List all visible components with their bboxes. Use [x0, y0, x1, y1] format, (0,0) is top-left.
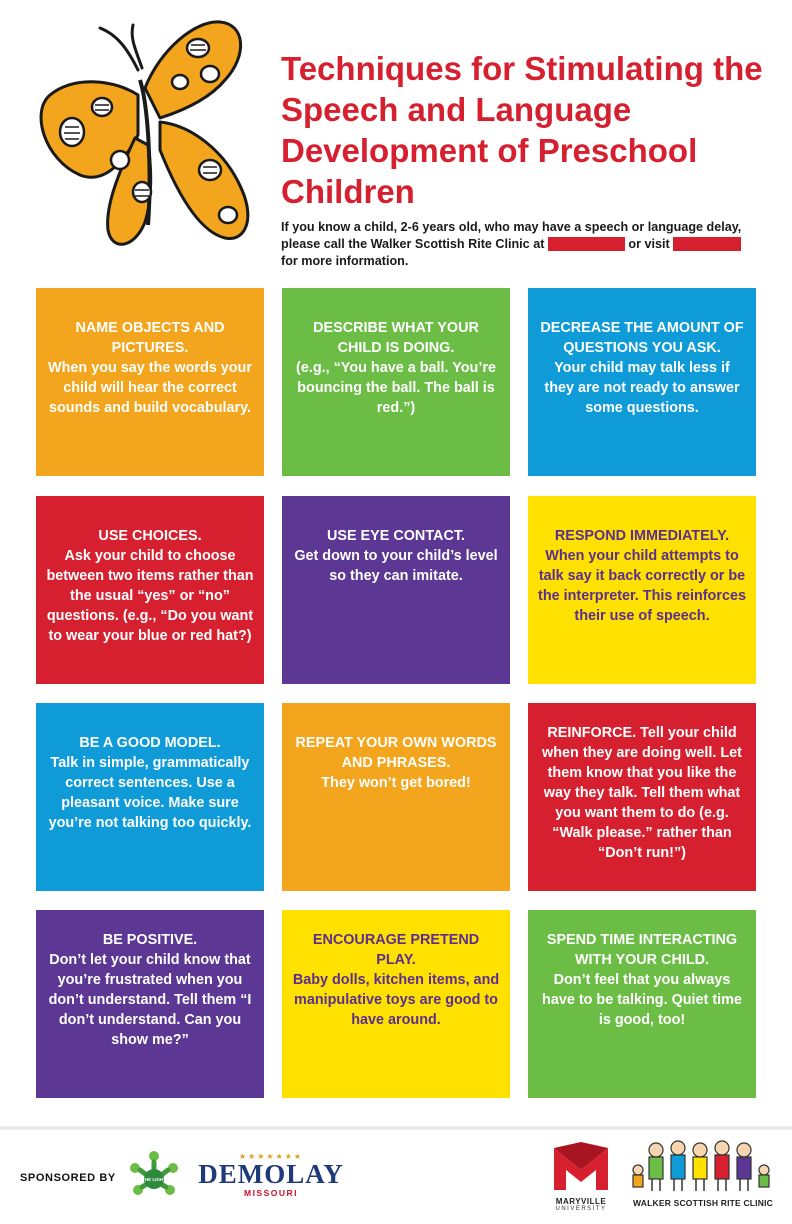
light-logo-text: THE LIGHT — [142, 1177, 166, 1182]
tile-respond-immediately — [528, 496, 756, 684]
tile-heading: BE A GOOD MODEL. — [79, 735, 221, 751]
tile-pretend-play — [282, 910, 510, 1098]
tile-heading: BE POSITIVE. — [102, 932, 198, 948]
website-link[interactable]: srclinic.org — [673, 237, 742, 251]
maryville-name: MARYVILLE — [555, 1197, 607, 1206]
tile-repeat-words — [282, 703, 510, 891]
the-light-logo — [125, 1148, 183, 1206]
demolay-wordmark: DEMOLAY — [198, 1159, 344, 1189]
tile-be-positive — [36, 910, 264, 1098]
tile-body: (e.g., “You have a ball. You’re bouncing the ball. The ball is red.”) — [296, 360, 496, 416]
tile-body: Ask your child to choose between two items rather than the usual “yes” or “no” questions. (e.g., “Do you want to wear your blue or red hat?) — [46, 548, 254, 644]
butterfly-illustration — [20, 10, 260, 255]
intro-middle: or visit — [624, 237, 674, 251]
tile-body: Don’t feel that you always have to be talking. Quiet time is good, too! — [542, 972, 742, 1028]
demolay-stars: ★★★★★★★ — [238, 1152, 304, 1161]
tile-eye-contact — [282, 496, 510, 684]
tile-body: When your child attempts to talk say it back correctly or be the interpreter. This reinforces their use of speech. — [538, 548, 746, 624]
tile-heading: ENCOURAGE PRETEND PLAY. — [312, 932, 480, 968]
tile-spend-time — [528, 910, 756, 1098]
tile-heading: USE CHOICES. — [98, 528, 202, 544]
tile-name-objects — [36, 288, 264, 476]
tile-body: They won’t get bored! — [321, 775, 471, 791]
tile-body: Baby dolls, kitchen items, and manipulative toys are good to have around. — [292, 972, 500, 1028]
demolay-state: MISSOURI — [243, 1188, 299, 1198]
tile-body: Get down to your child’s level so they can imitate. — [294, 548, 498, 584]
tile-heading: SPEND TIME INTERACTING WITH YOUR CHILD. — [546, 932, 738, 968]
page-title: Techniques for Stimulating the Speech and Language Development of Preschool Children — [281, 50, 763, 210]
maryville-m-icon — [550, 1140, 612, 1192]
children-drawing-icon — [628, 1136, 778, 1196]
tile-heading: REINFORCE. — [547, 725, 637, 741]
phone-number[interactable]: 314.529.9200 — [547, 237, 625, 251]
sponsored-by-label: SPONSORED BY — [20, 1172, 116, 1184]
intro-text — [281, 219, 761, 270]
tile-use-choices — [36, 496, 264, 684]
tile-body: Talk in simple, grammatically correct sentences. Use a pleasant voice. Make sure you’re not talking too quickly. — [48, 755, 252, 831]
footer-divider — [0, 1126, 792, 1130]
tile-decrease-questions — [528, 288, 756, 476]
maryville-university: UNIVERSITY — [555, 1206, 607, 1212]
walker-scottish-rite-clinic-logo — [628, 1136, 778, 1216]
wsrc-name: WALKER SCOTTISH RITE CLINIC — [633, 1198, 773, 1208]
tile-body: Your child may talk less if they are not ready to answer some questions. — [544, 360, 740, 416]
intro-before: If you know a child, 2-6 years old, who may have a speech or language delay, please call the Walker Scottish Rite Clinic at — [281, 220, 742, 251]
tile-body: Don’t let your child know that you’re frustrated when you don’t understand. Tell them “I don’t understand. Can you show me?” — [48, 952, 252, 1048]
tile-reinforce — [528, 703, 756, 891]
tile-describe — [282, 288, 510, 476]
tile-heading: DECREASE THE AMOUNT OF QUESTIONS YOU ASK. — [540, 320, 744, 356]
maryville-logo — [548, 1140, 614, 1212]
tile-heading: USE EYE CONTACT. — [326, 528, 466, 544]
tile-body: Tell your child when they are doing well. Let them know that you like the way they talk. Tell them what you want them to do (e.g. “Walk please.” rather than “Don’t run!”) — [542, 725, 742, 861]
intro-after: for more information. — [281, 254, 409, 268]
tile-heading: NAME OBJECTS AND PICTURES. — [75, 320, 225, 356]
tile-heading: RESPOND IMMEDIATELY. — [554, 528, 730, 544]
demolay-logo — [196, 1152, 346, 1200]
tile-heading: DESCRIBE WHAT YOUR CHILD IS DOING. — [313, 320, 479, 356]
tile-heading: REPEAT YOUR OWN WORDS AND PHRASES. — [295, 735, 497, 771]
tile-body: When you say the words your child will hear the correct sounds and build vocabulary. — [48, 360, 252, 416]
tile-good-model — [36, 703, 264, 891]
